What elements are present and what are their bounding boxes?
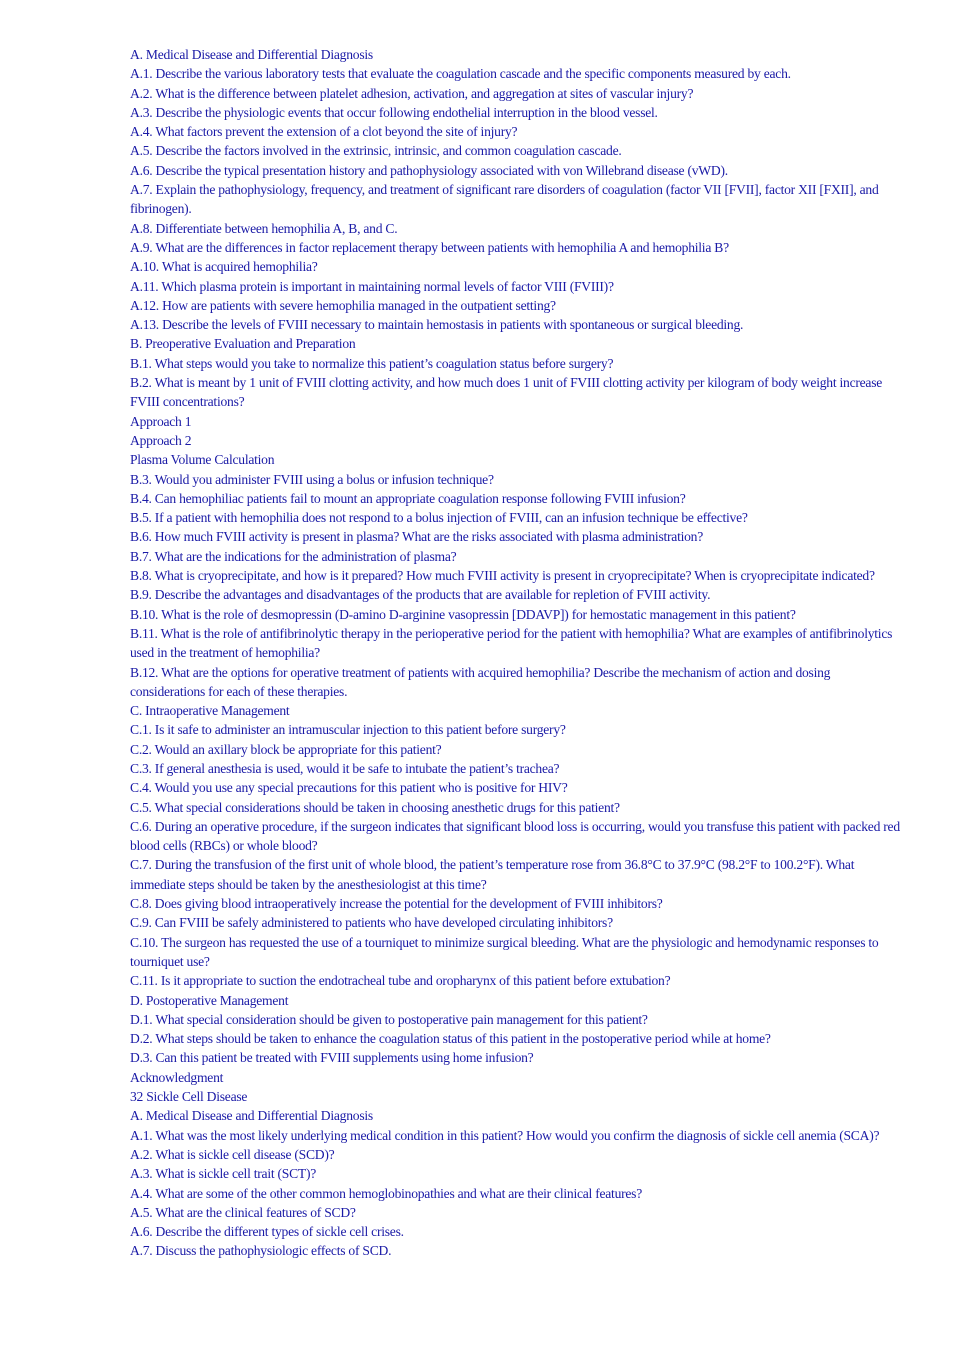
toc-entry-link[interactable]: B.3. Would you administer FVIII using a bolus or infusion technique?: [130, 471, 494, 487]
toc-entry-link[interactable]: A. Medical Disease and Differential Diagnosis: [130, 47, 373, 62]
toc-entry-link[interactable]: Plasma Volume Calculation: [130, 452, 275, 468]
toc-entry-link[interactable]: C.4. Would you use any special precautions for this patient who is positive for HIV?: [130, 780, 568, 796]
toc-entry-link[interactable]: C.10. The surgeon has requested the use of a tourniquet to minimize surgical bleeding. What are the physiologic and hemodynamic responses to tourniquet use?: [130, 934, 879, 969]
toc-entry-link[interactable]: A.3. What is sickle cell trait (SCT)?: [130, 1166, 317, 1182]
toc-entry-link[interactable]: A.5. What are the clinical features of SCD?: [130, 1204, 356, 1220]
toc-entry-link[interactable]: B.6. How much FVIII activity is present in plasma? What are the risks associated with plasma administration?: [130, 529, 703, 545]
toc-entry-link[interactable]: B.7. What are the indications for the administration of plasma?: [130, 548, 457, 564]
table-of-contents: [130, 45, 905, 1261]
toc-entry-link[interactable]: D.1. What special consideration should be given to postoperative pain management for this patient?: [130, 1011, 648, 1027]
toc-entry-link[interactable]: B.9. Describe the advantages and disadvantages of the products that are available for repletion of FVIII activity.: [130, 587, 711, 603]
toc-entry-link[interactable]: A.5. Describe the factors involved in the extrinsic, intrinsic, and common coagulation cascade.: [130, 143, 622, 159]
toc-entry-link[interactable]: A.1. What was the most likely underlying medical condition in this patient? How would you confirm the diagnosis of sickle cell anemia (SCA)?: [130, 1127, 880, 1143]
toc-entry-link[interactable]: A.4. What are some of the other common hemoglobinopathies and what are their clinical features?: [130, 1185, 643, 1201]
toc-entry-link[interactable]: B.12. What are the options for operative treatment of patients with acquired hemophilia? Describe the mechanism of action and dosing considerations for each of these therapies.: [130, 664, 831, 699]
toc-entry-link[interactable]: A.13. Describe the levels of FVIII necessary to maintain hemostasis in patients with spontaneous or surgical bleeding.: [130, 317, 744, 333]
toc-entry-link[interactable]: B.11. What is the role of antifibrinolytic therapy in the perioperative period for the patient with hemophilia? What are examples of antifibrinolytics used in the treatment of hemophilia?: [130, 625, 893, 661]
toc-entry-link[interactable]: Approach 1: [130, 413, 192, 429]
toc-entry-link[interactable]: A.1. Describe the various laboratory tests that evaluate the coagulation cascade and the specific components measured by each.: [130, 66, 791, 82]
toc-entry-link[interactable]: C.2. Would an axillary block be appropriate for this patient?: [130, 741, 442, 757]
toc-entry-link[interactable]: B.5. If a patient with hemophilia does not respond to a bolus injection of FVIII, can an infusion technique be effective?: [130, 510, 748, 526]
toc-entry-link[interactable]: A.2. What is the difference between platelet adhesion, activation, and aggregation at sites of vascular injury?: [130, 85, 694, 101]
toc-entry-link[interactable]: 32 Sickle Cell Disease: [130, 1089, 248, 1105]
toc-entry-link[interactable]: A.3. Describe the physiologic events that occur following endothelial interruption in the blood vessel.: [130, 104, 658, 120]
toc-entry-link[interactable]: A.9. What are the differences in factor replacement therapy between patients with hemophilia A and hemophilia B?: [130, 239, 729, 255]
toc-entry-link[interactable]: B. Preoperative Evaluation and Preparation: [130, 336, 356, 352]
toc-entry-link[interactable]: Approach 2: [130, 432, 192, 448]
toc-entry-link[interactable]: Acknowledgment: [130, 1069, 224, 1085]
toc-entry-link[interactable]: A.8. Differentiate between hemophilia A, B, and C.: [130, 220, 398, 236]
toc-entry-link[interactable]: C. Intraoperative Management: [130, 703, 290, 719]
toc-entry-link[interactable]: C.9. Can FVIII be safely administered to patients who have developed circulating inhibitors?: [130, 915, 613, 931]
toc-entry-link[interactable]: C.1. Is it safe to administer an intramuscular injection to this patient before surgery?: [130, 722, 566, 738]
toc-entry-link[interactable]: D.3. Can this patient be treated with FVIII supplements using home infusion?: [130, 1050, 534, 1066]
toc-entry-link[interactable]: A. Medical Disease and Differential Diagnosis: [130, 1108, 373, 1124]
toc-entry-link[interactable]: A.2. What is sickle cell disease (SCD)?: [130, 1146, 335, 1162]
toc-entry-link[interactable]: B.10. What is the role of desmopressin (D-amino D-arginine vasopressin [DDAVP]) for hemostatic management in this patient?: [130, 606, 796, 622]
toc-entry-link[interactable]: C.3. If general anesthesia is used, would it be safe to intubate the patient’s trachea?: [130, 760, 560, 776]
toc-entry-link[interactable]: C.6. During an operative procedure, if the surgeon indicates that significant blood loss is occurring, would you transfuse this patient with packed red blood cells (RBCs) or whole blood?: [130, 818, 900, 854]
toc-entry-link[interactable]: A.10. What is acquired hemophilia?: [130, 259, 318, 275]
toc-entry-link[interactable]: D. Postoperative Management: [130, 992, 289, 1008]
toc-entry-link[interactable]: A.4. What factors prevent the extension of a clot beyond the site of injury?: [130, 124, 518, 140]
toc-entry-link[interactable]: C.11. Is it appropriate to suction the endotracheal tube and oropharynx of this patient before extubation?: [130, 973, 671, 989]
toc-entry-link[interactable]: B.1. What steps would you take to normalize this patient’s coagulation status before surgery?: [130, 355, 614, 371]
toc-entry-link[interactable]: C.5. What special considerations should be taken in choosing anesthetic drugs for this patient?: [130, 799, 620, 815]
toc-entry-link[interactable]: A.11. Which plasma protein is important in maintaining normal levels of factor VIII (FVIII)?: [130, 278, 614, 294]
toc-entry-link[interactable]: C.8. Does giving blood intraoperatively increase the potential for the development of FVIII inhibitors?: [130, 896, 663, 912]
toc-entry-link[interactable]: B.8. What is cryoprecipitate, and how is it prepared? How much FVIII activity is present in cryoprecipitate? When is cryoprecipitate indicated?: [130, 568, 875, 584]
toc-entry-link[interactable]: A.12. How are patients with severe hemophilia managed in the outpatient setting?: [130, 297, 556, 313]
toc-entry-link[interactable]: A.7. Explain the pathophysiology, frequency, and treatment of significant rare disorders of coagulation (factor VII [FVII], factor XII [FXII], and fibrinogen).: [130, 182, 879, 217]
toc-entry-link[interactable]: A.7. Discuss the pathophysiologic effects of SCD.: [130, 1243, 392, 1259]
toc-entry-link[interactable]: A.6. Describe the typical presentation history and pathophysiology associated with von Willebrand disease (vWD).: [130, 162, 728, 178]
toc-entry-link[interactable]: C.7. During the transfusion of the first unit of whole blood, the patient’s temperature rose from 36.8°C to 37.9°C (98.2°F to 100.2°F). What immediate steps should be taken by the anesthesiologist at this time?: [130, 857, 855, 892]
toc-entry-link[interactable]: B.4. Can hemophiliac patients fail to mount an appropriate coagulation response following FVIII infusion?: [130, 490, 686, 506]
toc-entry-link[interactable]: B.2. What is meant by 1 unit of FVIII clotting activity, and how much does 1 unit of FVIII clotting activity per kilogram of body weight increase FVIII concentrations?: [130, 375, 883, 410]
toc-entry-link[interactable]: D.2. What steps should be taken to enhance the coagulation status of this patient in the postoperative period while at home?: [130, 1031, 771, 1047]
toc-entry-link[interactable]: A.6. Describe the different types of sickle cell crises.: [130, 1224, 404, 1240]
